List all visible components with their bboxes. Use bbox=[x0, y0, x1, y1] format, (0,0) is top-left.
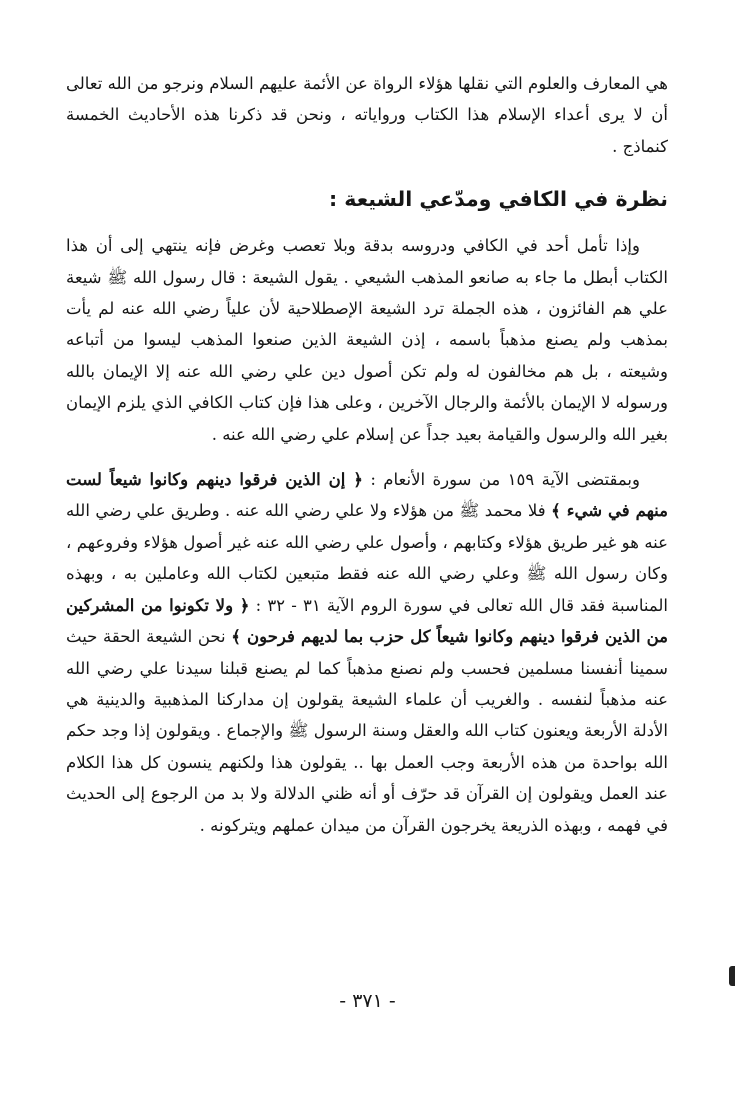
verse-intro-text: وبمقتضى الآية ١٥٩ من سورة الأنعام : bbox=[370, 470, 640, 490]
page-number: - ٣٧١ - bbox=[339, 990, 396, 1012]
scan-edge-mark bbox=[729, 966, 735, 986]
quran-verse-anam: ﴿ إن الذين فرقوا دينهم وكانوا شيعاً لست منهم في شيء ﴾ bbox=[66, 470, 668, 521]
section-heading: نظرة في الكافي ومدّعي الشيعة : bbox=[328, 187, 668, 212]
paragraph-middle-text: فلا محمد ﷺ من هؤلاء ولا علي رضي الله عنه . وطريق علي رضي الله عنه هو غير طريق هؤلاء وكتابهم ، وأصول علي رضي الله عنه غير أصول هؤلاء وفروعهم ، وكان رسول الله ﷺ وعلي رضي الله عنه فقط متبعين لكتاب الله وعاملين به ، وبهذه المناسبة فقد قال الله تعالى في سورة الروم الآية ٣١ - ٣٢ : bbox=[66, 501, 668, 615]
paragraph-quran-verses bbox=[66, 464, 668, 841]
page-body bbox=[66, 68, 668, 841]
quran-verse-rum: ﴿ ولا تكونوا من المشركين من الذين فرقوا دينهم وكانوا شيعاً كل حزب بما لديهم فرحون ﴾ bbox=[66, 595, 668, 647]
paragraph-intro: هي المعارف والعلوم التي نقلها هؤلاء الرواة عن الأئمة عليهم السلام ونرجو من الله تعالى أن لا يرى أعداء الإسلام هذا الكتاب ورواياته ، ونحن قد ذكرنا هذه الأحاديث الخمسة كنماذج . bbox=[66, 74, 668, 156]
paragraph-closing-text: نحن الشيعة الحقة حيث سمينا أنفسنا مسلمين فحسب ولم نصنع مذهباً كما لم يصنع قبلنا سيدنا علي رضي الله عنه مذهباً لنفسه . والغريب أن علماء الشيعة يقولون إن مداركنا المذهبية والدينية هي الأدلة الأربعة ويعنون كتاب الله والعقل وسنة الرسول ﷺ والإجماع . ويقولون إذا وجد حكم الله بواحدة من هذه الأربعة وجب العمل بها .. يقولون هذا ولكنهم ينسون كل هذا الكلام عند العمل ويقولون إن القرآن قد حرّف أو أنه ظني الدلالة ولا بد من الرجوع إلى الحديث في فهمه ، وبهذه الذريعة يخرجون القرآن من ميدان عملهم ويتركونه . bbox=[66, 627, 668, 835]
paragraph-kafi-analysis: وإذا تأمل أحد في الكافي ودروسه بدقة وبلا تعصب وغرض فإنه ينتهي إلى أن هذا الكتاب أبطل ما جاء به صانعو المذهب الشيعي . يقول الشيعة : قال رسول الله ﷺ شيعة علي هم الفائزون ، هذه الجملة ترد الشيعة الإصطلاحية لأن علياً رضي الله عنه لم يأت بمذهب ولم يصنع مذهباً باسمه ، إذن الشيعة الذين صنعوا المذهب ليسوا من أتباعه وشيعته ، بل هم مخالفون له ولم تكن أصول دين علي رضي الله عنه إلا الإيمان بالله ورسوله لا الإيمان بالأئمة والرجال الآخرين ، وعلى هذا فإن كتاب الكافي الذي يلزم الإيمان بغير الله والرسول والقيامة بعيد جداً عن إسلام علي رضي الله عنه . bbox=[66, 236, 668, 444]
